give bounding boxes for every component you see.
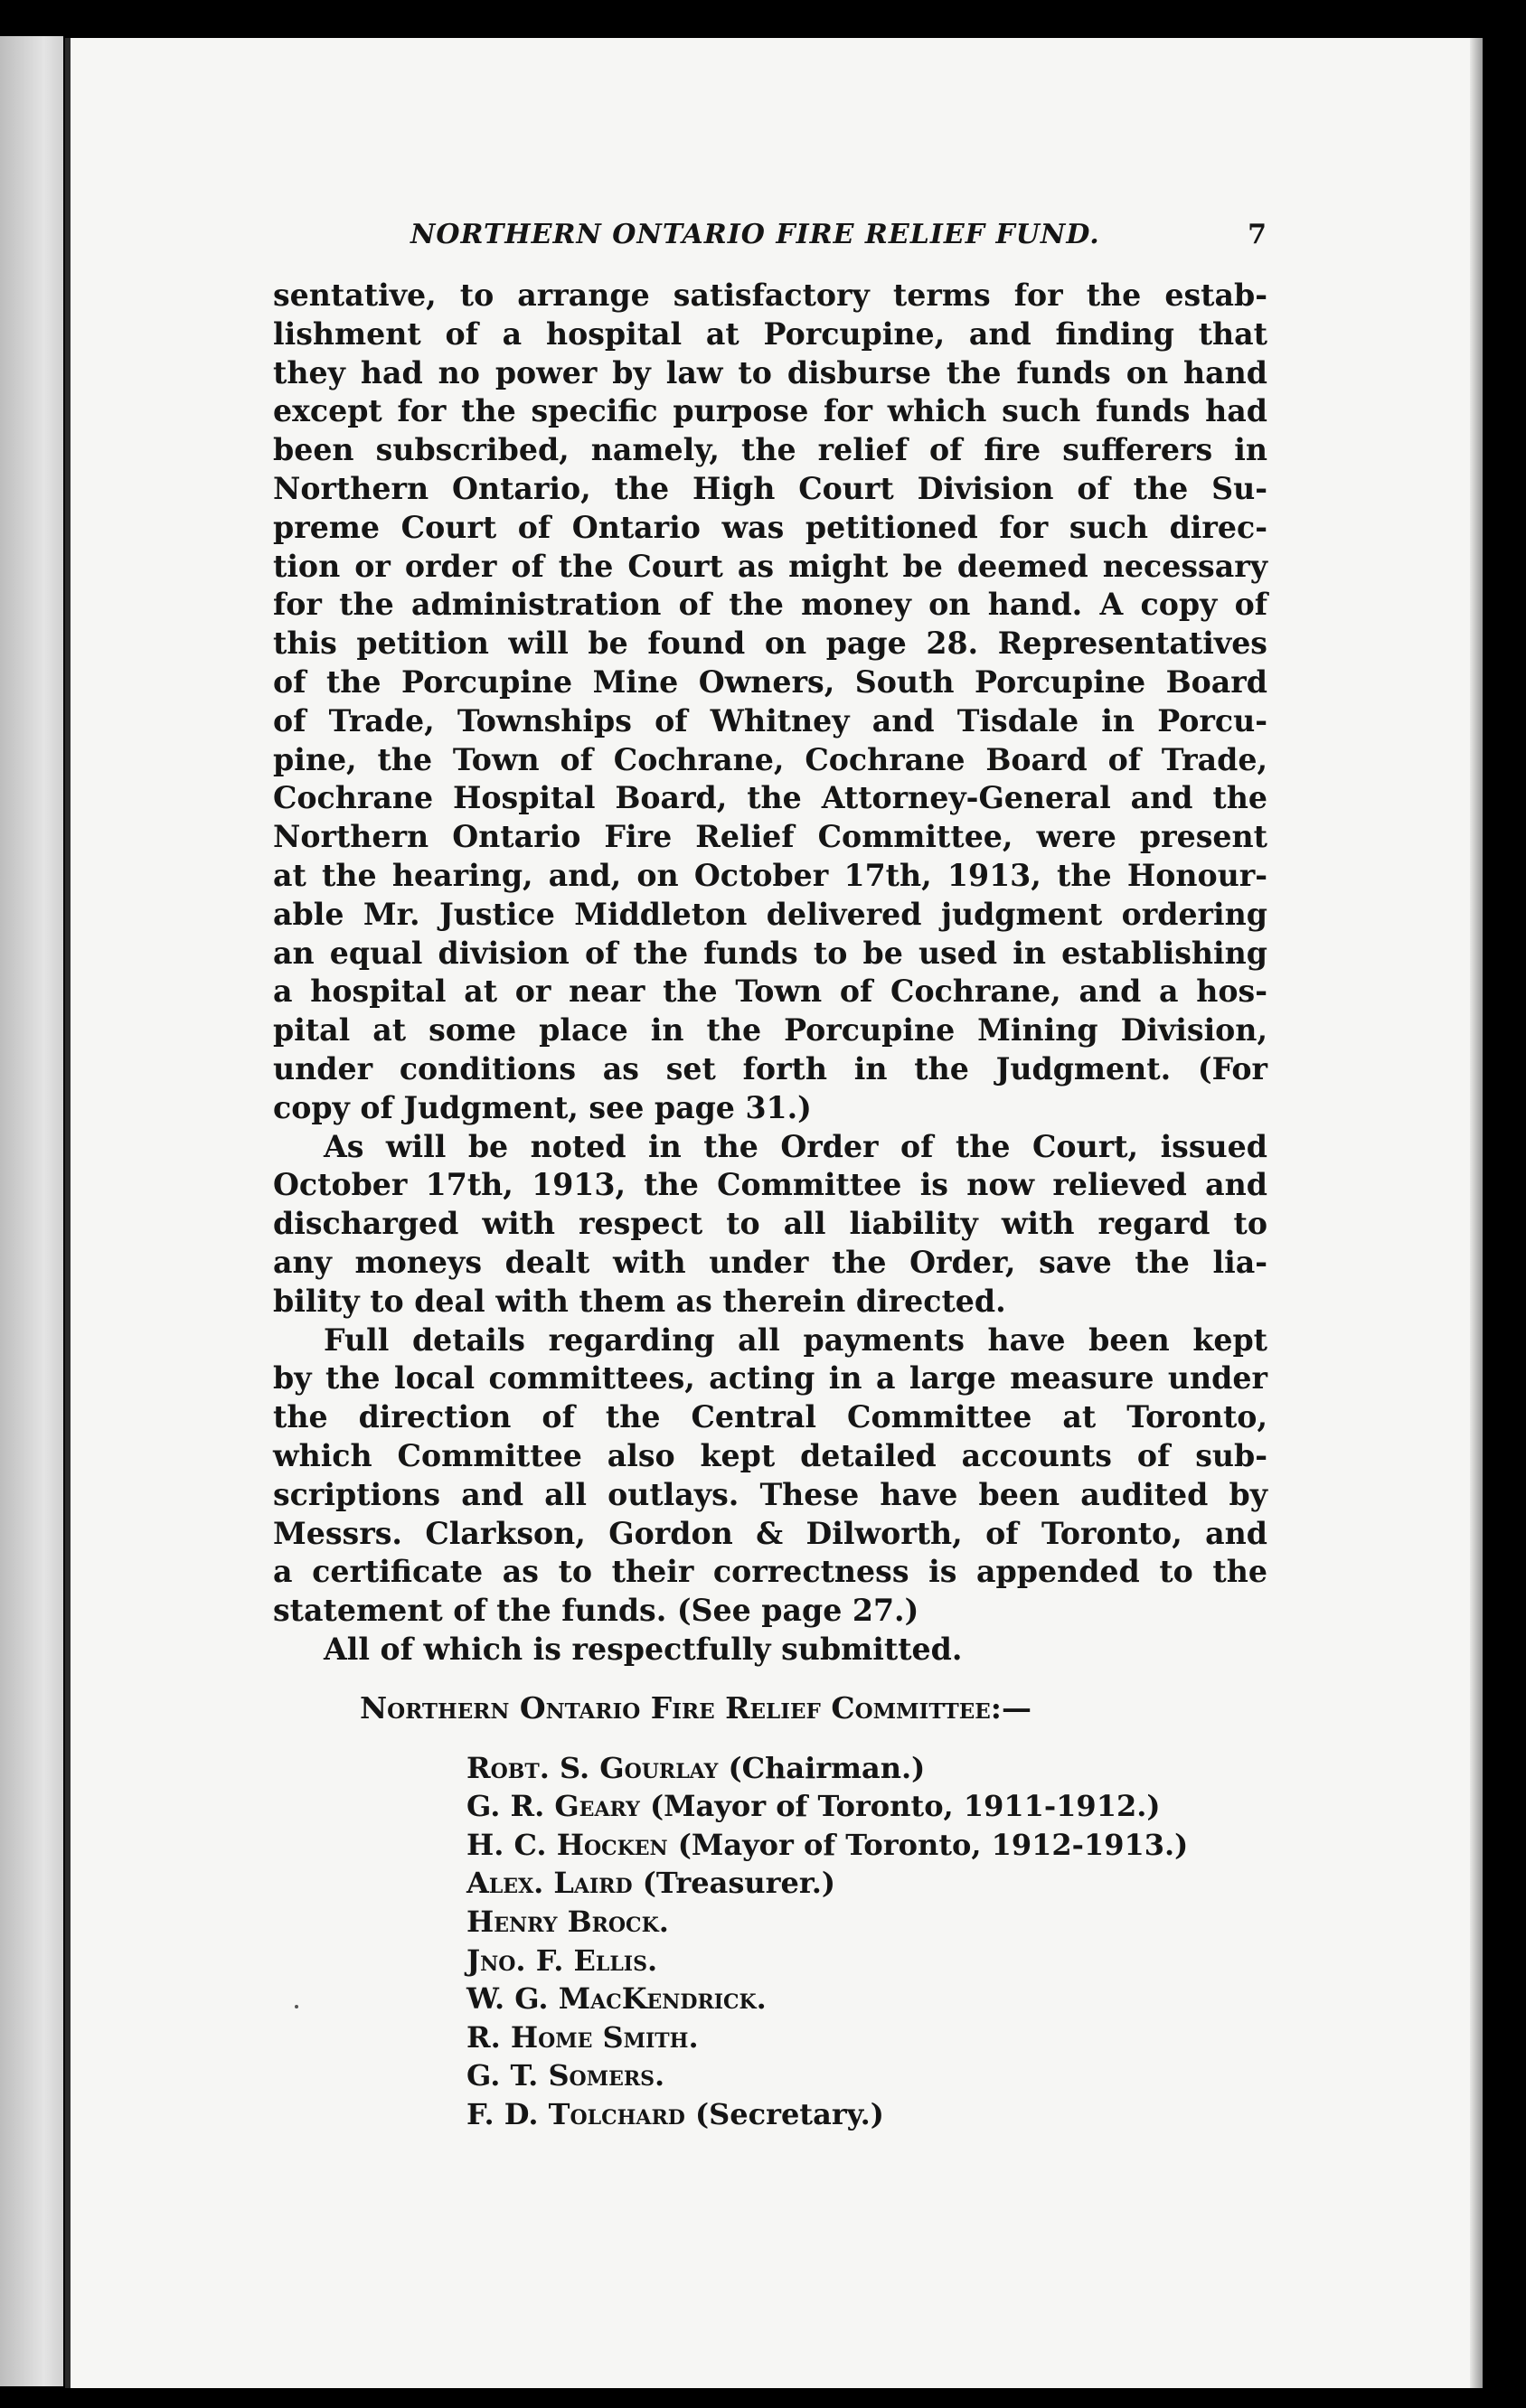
member-name: G. T. Somers.: [466, 2058, 665, 2093]
committee-member: [466, 1826, 1267, 1865]
text-line: sentative, to arrange satisfactory terms for the estab-: [273, 277, 1267, 313]
text-line: bility to deal with them as therein directed.: [273, 1283, 1006, 1319]
text-line: tion or order of the Court as might be deemed necessary: [273, 548, 1267, 584]
facing-page-edge: [0, 36, 63, 2386]
text-line: All of which is respectfully submitted.: [324, 1631, 963, 1667]
text-line: preme Court of Ontario was petitioned for such direc-: [273, 509, 1267, 545]
text-line: an equal division of the funds to be used in establishing: [273, 935, 1267, 971]
running-head-title: NORTHERN ONTARIO FIRE RELIEF FUND.: [410, 219, 1100, 250]
text-line: this petition will be found on page 28. Representatives: [273, 626, 1267, 662]
committee-member: [466, 1980, 1267, 2018]
page-content: [273, 219, 1267, 2134]
text-line: at the hearing, and, on October 17th, 1913, the Honour-: [273, 857, 1267, 893]
text-line: As will be noted in the Order of the Court, issued: [324, 1128, 1267, 1164]
committee-member: [466, 2095, 1267, 2134]
committee-member: [466, 1942, 1267, 1980]
text-line: pine, the Town of Cochrane, Cochrane Board of Trade,: [273, 741, 1267, 777]
text-line: discharged with respect to all liability with regard to: [273, 1206, 1267, 1242]
text-line: the direction of the Central Committee at Toronto,: [273, 1399, 1267, 1435]
text-line: scriptions and all outlays. These have been audited by: [273, 1476, 1267, 1512]
committee-heading: Northern Ontario Fire Relief Committee:—: [360, 1689, 1031, 1726]
text-line: which Committee also kept detailed accounts of sub-: [273, 1437, 1267, 1473]
member-role: (Mayor of Toronto, 1912-1913.): [677, 1827, 1189, 1862]
committee-member: [466, 1749, 1267, 1788]
text-line: any moneys dealt with under the Order, save the lia-: [273, 1244, 1267, 1280]
member-role: (Chairman.): [728, 1750, 926, 1785]
committee-member: [466, 1903, 1267, 1942]
text-line: they had no power by law to disburse the funds on hand: [273, 354, 1267, 390]
text-line: a hospital at or near the Town of Cochrane, and a hos-: [273, 974, 1267, 1010]
committee-member-list: [273, 1749, 1267, 2134]
book-page: [65, 38, 1483, 2388]
committee-member: [466, 1864, 1267, 1903]
text-line: of Trade, Townships of Whitney and Tisdale in Porcu-: [273, 702, 1267, 738]
committee-member: [466, 1787, 1267, 1826]
member-role: (Secretary.): [694, 2097, 884, 2132]
text-line: October 17th, 1913, the Committee is now relieved and: [273, 1167, 1267, 1203]
member-name: H. C. Hocken: [466, 1827, 668, 1862]
text-line: Messrs. Clarkson, Gordon & Dilworth, of Toronto, and: [273, 1515, 1267, 1551]
text-line: statement of the funds. (See page 27.): [273, 1593, 919, 1629]
text-line: for the administration of the money on hand. A copy of: [273, 587, 1267, 623]
page-fore-edge: [1470, 38, 1483, 2388]
member-role: (Treasurer.): [642, 1866, 836, 1901]
text-line: of the Porcupine Mine Owners, South Porcupine Board: [273, 663, 1267, 700]
text-line: pital at some place in the Porcupine Mining Division,: [273, 1012, 1267, 1049]
text-line: a certificate as to their correctness is appended to the: [273, 1554, 1267, 1590]
member-name: Robt. S. Gourlay: [466, 1750, 719, 1785]
text-line: able Mr. Justice Middleton delivered judgment ordering: [273, 896, 1267, 932]
member-name: R. Home Smith.: [466, 2019, 699, 2055]
member-name: Jno. F. Ellis.: [466, 1942, 658, 1978]
committee-member: [466, 2056, 1267, 2095]
text-line: lishment of a hospital at Porcupine, and finding that: [273, 315, 1267, 352]
text-line: except for the specific purpose for which such funds had: [273, 393, 1267, 429]
member-name: Alex. Laird: [466, 1866, 633, 1901]
member-name: W. G. MacKendrick.: [466, 1981, 767, 2017]
member-name: Henry Brock.: [466, 1905, 669, 1940]
page-number: 7: [1248, 219, 1267, 250]
member-role: (Mayor of Toronto, 1911-1912.): [649, 1789, 1161, 1824]
member-name: F. D. Tolchard: [466, 2097, 685, 2132]
text-line: Northern Ontario, the High Court Division of the Su-: [273, 470, 1267, 506]
text-line: Northern Ontario Fire Relief Committee, were present: [273, 819, 1267, 855]
text-line: by the local committees, acting in a large measure under: [273, 1360, 1267, 1397]
text-line: been subscribed, namely, the relief of fire sufferers in: [273, 432, 1267, 468]
text-line: Full details regarding all payments have been kept: [324, 1322, 1267, 1358]
text-line: Cochrane Hospital Board, the Attorney-General and the: [273, 780, 1267, 816]
text-line: under conditions as set forth in the Judgment. (For: [273, 1050, 1267, 1086]
running-head: [273, 219, 1267, 277]
committee-member: [466, 2018, 1267, 2057]
body-text: [273, 277, 1267, 1670]
text-line: copy of Judgment, see page 31.): [273, 1089, 812, 1125]
member-name: G. R. Geary: [466, 1789, 640, 1824]
